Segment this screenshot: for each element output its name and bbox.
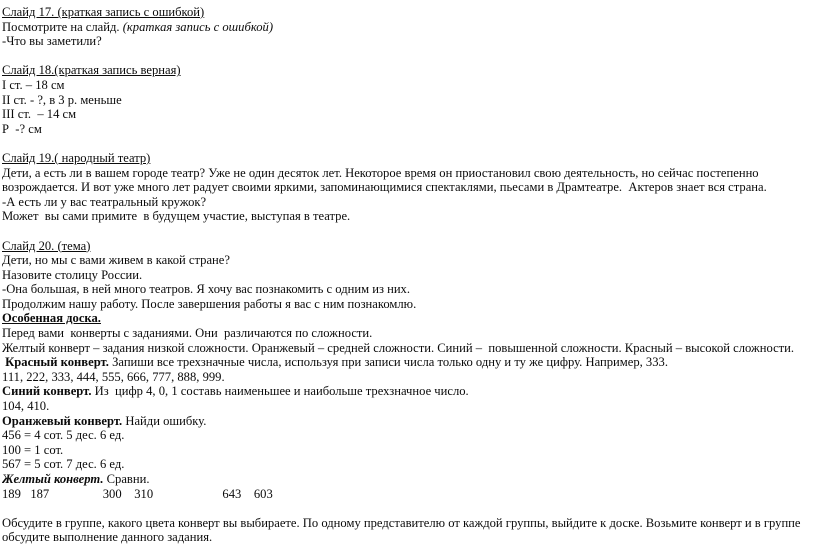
slide-17-text [2,20,816,35]
text-run: Найди ошибку. [122,413,207,428]
slide-20-text-1 [2,253,816,268]
slide-19-heading [2,151,816,166]
text-run: Р -? см [2,121,42,136]
text-run: -А есть ли у вас театральный кружок? [2,194,207,209]
slide-19-text-1 [2,166,816,181]
yellow-envelope-task [2,472,816,487]
slide-20-text-3 [2,282,816,297]
text-run: -Что вы заметили? [2,34,102,49]
red-envelope-task [2,355,816,370]
slide-17-question [2,34,816,49]
slide-19-text-2 [2,180,816,195]
text-run: Оранжевый конверт. [2,413,123,428]
group-instruction-1 [2,516,816,531]
text-run: Продолжим нашу работу. После завершения работы я вас с ним познакомлю. [2,296,417,311]
group-instruction-2 [2,530,816,545]
text-run: Назовите столицу России. [2,267,143,282]
special-board-heading [2,311,816,326]
slide-19-question [2,195,816,210]
slide-20-text-2 [2,268,816,283]
blue-envelope-task [2,384,816,399]
blue-envelope-answer [2,399,816,414]
text-run: Обсудите в группе, какого цвета конверт вы выбираете. По одному представителю от каждой группы, выйдите к доске. Возьмите конверт и в группе [2,515,801,530]
text-run: Желтый конверт. [2,472,104,486]
blank-line [2,501,816,516]
slide-18-heading [2,63,816,78]
text-run: 104, 410. [2,399,50,414]
text-run: (краткая запись с ошибкой) [122,19,274,34]
text-run: Слайд 18.(краткая запись верная) [2,63,181,78]
record-line-3 [2,107,816,122]
text-run: I ст. – 18 см [2,77,65,92]
text-run: Из цифр 4, 0, 1 составь наименьшее и наибольше трехзначное число. [91,384,469,399]
record-line-1 [2,78,816,93]
text-run: 111, 222, 333, 444, 555, 666, 777, 888, 999. [2,369,225,384]
special-board-text-2 [2,341,816,356]
document-lines [2,5,816,545]
text-run: Слайд 20. (тема) [2,238,91,253]
slide-19-text-3 [2,209,816,224]
slide-20-heading [2,239,816,254]
text-run: 100 = 1 сот. [2,442,64,457]
text-run: Особенная доска. [2,311,101,326]
red-envelope-answer [2,370,816,385]
yellow-envelope-numbers [2,487,816,502]
text-run: Сравни. [103,472,150,486]
text-run: Может вы сами примите в будущем участие, выступая в театре. [2,209,351,224]
text-run: II ст. - ?, в 3 р. меньше [2,92,122,107]
orange-envelope-item-2 [2,443,816,458]
blank-line [2,49,816,64]
text-run: возрождается. И вот уже много лет радует своими яркими, запоминающимися спектаклями, пьесами в Драмтеатре. Актеров знает вся страна. [2,180,767,195]
slide-17-heading [2,5,816,20]
orange-envelope-item-1 [2,428,816,443]
record-line-2 [2,93,816,108]
text-run: обсудите выполнение данного задания. [2,530,213,545]
slide-20-text-4 [2,297,816,312]
text-run: Желтый конверт – задания низкой сложности. Оранжевый – средней сложности. Синий – повышенной сложности. Красный – высокой сложности. [2,340,795,355]
record-line-4 [2,122,816,137]
orange-envelope-item-3 [2,457,816,472]
orange-envelope-task [2,414,816,429]
text-run: Перед вами конверты с заданиями. Они различаются по сложности. [2,326,373,341]
text-run: -Она большая, в ней много театров. Я хочу вас познакомить с одним из них. [2,282,410,297]
text-run: 189 187 300 310 643 603 [2,486,273,501]
special-board-text-1 [2,326,816,341]
text-run: Слайд 17. (краткая запись с ошибкой) [2,5,205,19]
blank-line [2,136,816,151]
text-run: Слайд 19.( народный театр) [2,150,151,165]
text-run: Запиши все трехзначные числа, используя при записи числа только одну и ту же цифру. Например, 333. [108,355,668,370]
text-run: III ст. – 14 см [2,107,77,122]
text-run: Дети, а есть ли в вашем городе театр? Уже не один десяток лет. Некоторое время он приостановил свою деятельность, но сейчас постепенно [2,165,759,180]
text-run: Дети, но мы с вами живем в какой стране? [2,253,230,268]
text-run: 567 = 5 сот. 7 дес. 6 ед. [2,457,125,472]
text-run: Посмотрите на слайд. [2,19,123,34]
text-run: 456 = 4 сот. 5 дес. 6 ед. [2,428,125,443]
blank-line [2,224,816,239]
text-run: Синий конверт. [2,384,92,399]
text-run: Красный конверт. [2,355,109,370]
